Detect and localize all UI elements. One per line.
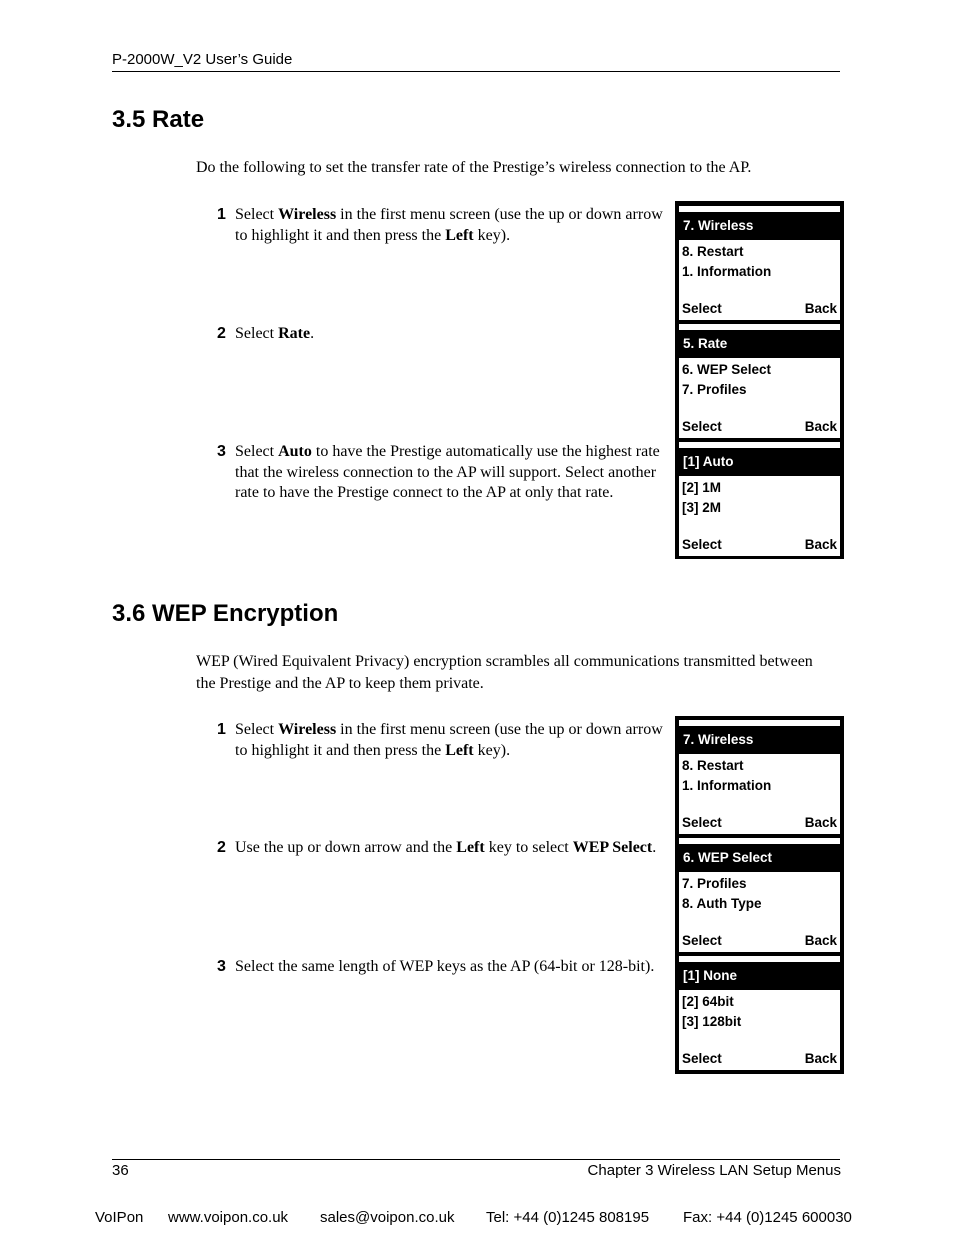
step-text: Select Rate. [235, 325, 315, 342]
section-heading-wep: 3.6 WEP Encryption [112, 600, 339, 627]
lcd-back-softkey: Back [804, 537, 837, 552]
telephone: Tel: +44 (0)1245 808195 [486, 1209, 650, 1226]
lcd-menu-item: 6. WEP Select [682, 362, 772, 377]
step-text: Select Wireless in the first menu screen (use the up or down arrow to highlight it and then press the Left key). [235, 721, 663, 759]
lcd-back-softkey: Back [804, 419, 837, 434]
step-text: Select the same length of WEP keys as the AP (64-bit or 128-bit). [235, 958, 655, 975]
step-number: 1 [217, 206, 226, 223]
lcd-highlighted-item: [1] None [679, 962, 840, 990]
rate-step-3 [196, 442, 666, 504]
email-link[interactable]: sales@voipon.co.uk [320, 1209, 455, 1226]
lcd-back-softkey: Back [804, 933, 837, 948]
lcd-menu-item: 8. Restart [682, 244, 744, 259]
lcd-screen [679, 838, 840, 952]
lcd-select-softkey: Select [682, 933, 722, 948]
lcd-select-softkey: Select [682, 815, 722, 830]
lcd-select-softkey: Select [682, 537, 722, 552]
lcd-back-softkey: Back [804, 815, 837, 830]
header-rule [112, 71, 840, 72]
lcd-menu-item: 8. Auth Type [682, 896, 762, 911]
lcd-select-softkey: Select [682, 301, 722, 316]
step-number: 2 [217, 325, 226, 342]
footer-rule [112, 1159, 840, 1160]
step-number: 1 [217, 721, 226, 738]
lcd-screen [679, 720, 840, 834]
lcd-menu-item: 1. Information [682, 778, 772, 793]
lcd-menu-item: 1. Information [682, 264, 772, 279]
lcd-back-softkey: Back [804, 1051, 837, 1066]
step-text: Select Wireless in the first menu screen (use the up or down arrow to highlight it and then press the Left key). [235, 206, 663, 244]
step-number: 2 [217, 839, 226, 856]
section-intro-wep: WEP (Wired Equivalent Privacy) encryption scrambles all communications transmitted between the Prestige and the AP to keep them private. [196, 653, 813, 692]
lcd-highlighted-item: 5. Rate [679, 330, 840, 358]
step-number: 3 [217, 443, 226, 460]
step-number: 3 [217, 958, 226, 975]
lcd-menu-item: 7. Profiles [682, 876, 747, 891]
step-text: Select Auto to have the Prestige automatically use the highest rate that the wireless connection to the AP will support. Select another rate to have the Prestige connect to the AP at only that rate. [235, 443, 660, 501]
running-header: P-2000W_V2 User’s Guide [112, 51, 293, 68]
lcd-menu-item: [2] 64bit [682, 994, 734, 1009]
section-heading-rate: 3.5 Rate [112, 106, 205, 133]
lcd-screen [679, 956, 840, 1070]
lcd-menu-item: [3] 128bit [682, 1014, 742, 1029]
lcd-back-softkey: Back [804, 301, 837, 316]
website-link[interactable]: www.voipon.co.uk [168, 1209, 289, 1226]
lcd-display-rate [675, 201, 844, 559]
lcd-menu-item: [2] 1M [682, 480, 722, 495]
lcd-screen [679, 442, 840, 556]
lcd-menu-item: 7. Profiles [682, 382, 747, 397]
step-text: Use the up or down arrow and the Left key to select WEP Select. [235, 839, 657, 856]
lcd-highlighted-item: 7. Wireless [679, 726, 840, 754]
wep-step-3 [196, 957, 666, 978]
wep-step-1 [196, 720, 666, 761]
lcd-highlighted-item: 7. Wireless [679, 212, 840, 240]
lcd-select-softkey: Select [682, 1051, 722, 1066]
lcd-screen [679, 206, 840, 320]
fax: Fax: +44 (0)1245 600030 [683, 1209, 852, 1226]
rate-step-2 [196, 324, 666, 345]
page-number: 36 [112, 1162, 129, 1179]
wep-step-2 [196, 838, 666, 859]
lcd-menu-item: 8. Restart [682, 758, 744, 773]
lcd-menu-item: [3] 2M [682, 500, 722, 515]
company-name: VoIPon [95, 1209, 144, 1226]
lcd-select-softkey: Select [682, 419, 722, 434]
lcd-highlighted-item: 6. WEP Select [679, 844, 840, 872]
lcd-screen [679, 324, 840, 438]
lcd-highlighted-item: [1] Auto [679, 448, 840, 476]
chapter-title: Chapter 3 Wireless LAN Setup Menus [587, 1162, 841, 1179]
section-intro-rate: Do the following to set the transfer rate of the Prestige’s wireless connection to the AP. [196, 159, 752, 176]
lcd-display-wep [675, 716, 844, 1074]
rate-step-1 [196, 205, 666, 246]
